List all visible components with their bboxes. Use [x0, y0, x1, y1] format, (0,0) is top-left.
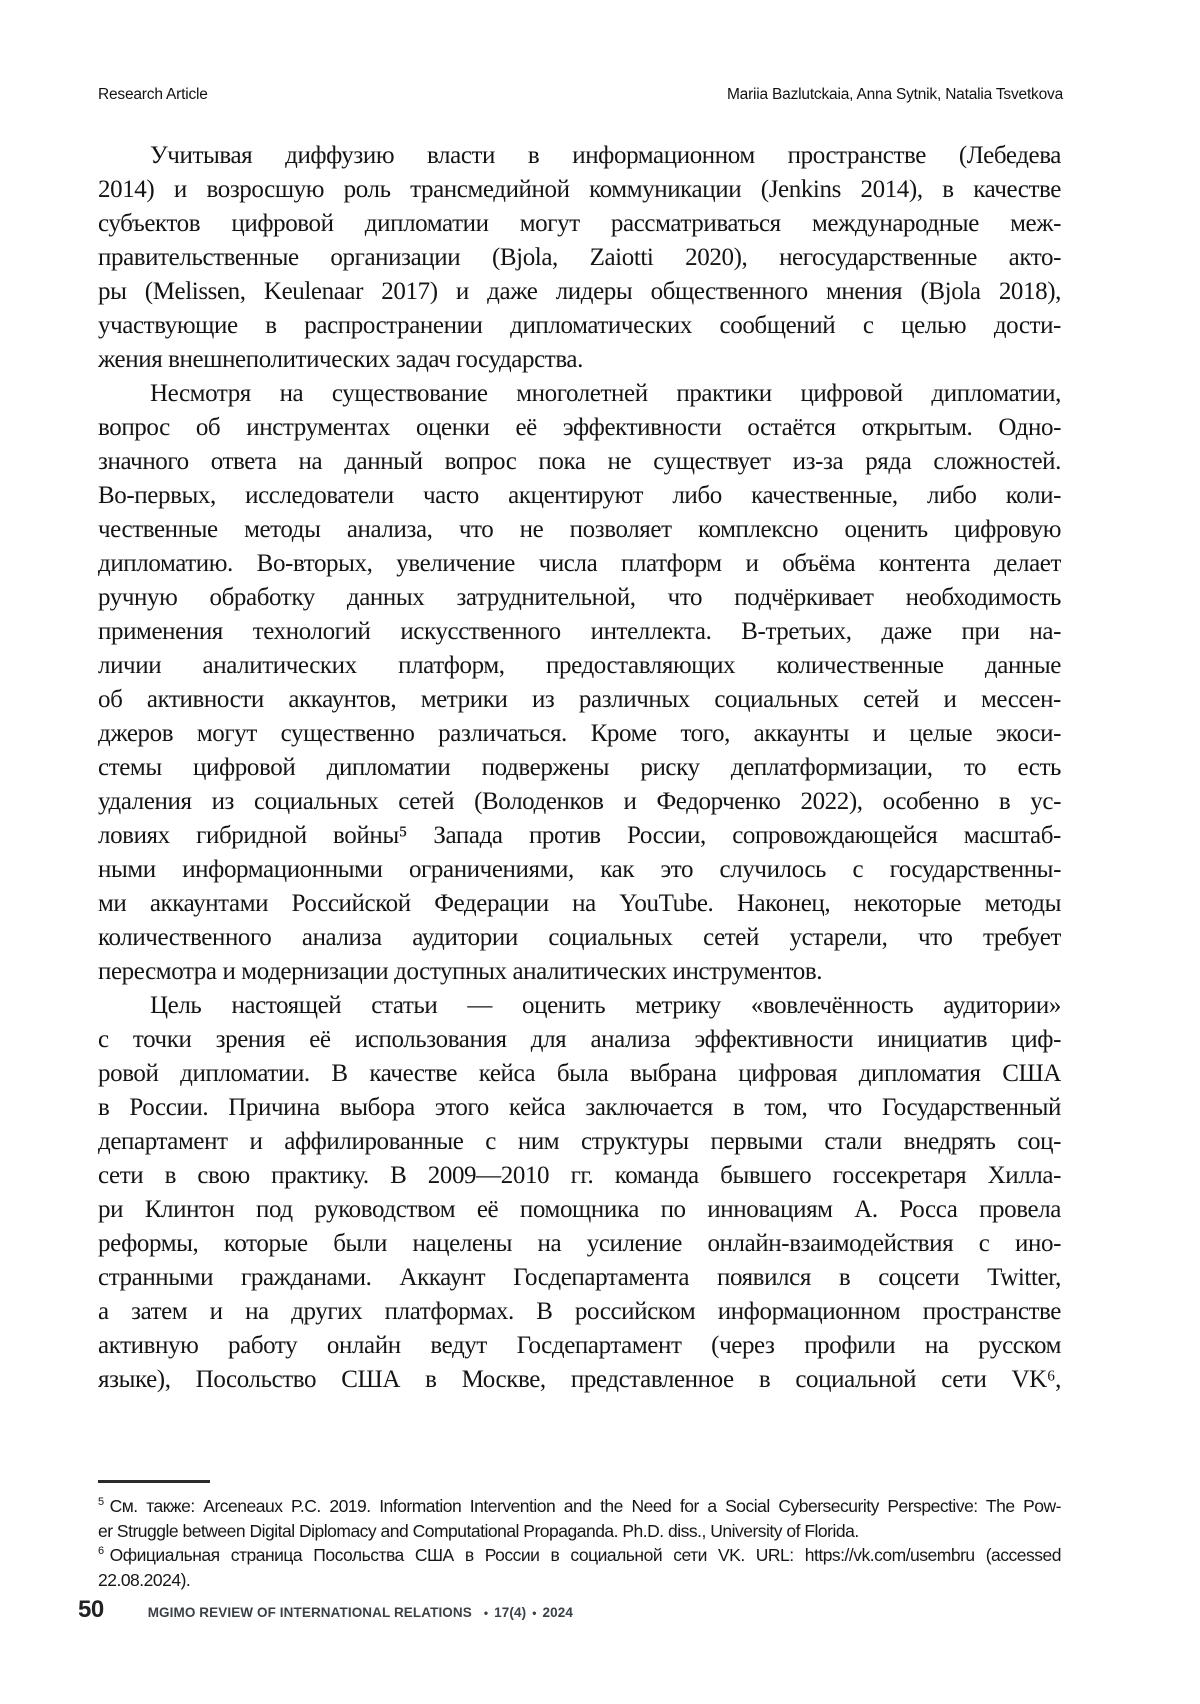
text-line: ри Клинтон под руководством её помощника по инновациям А. Росса провела [98, 1196, 1061, 1223]
journal-issue: 17(4) [494, 1605, 527, 1620]
article-body [98, 139, 1061, 1397]
paragraph [98, 377, 1061, 989]
page-number: 50 [78, 1596, 104, 1623]
text-line: ми аккаунтами Российской Федерации на YouTube. Наконец, некоторые методы [98, 890, 1061, 917]
text-line: Цель настоящей статьи — оценить метрику «вовлечённость аудитории» [150, 992, 1061, 1019]
text-line: правительственные организации (Bjola, Zaiotti 2020), негосударственные акто- [98, 244, 1061, 271]
separator-dot-icon: • [483, 1606, 489, 1620]
text-line: в России. Причина выбора этого кейса заключается в том, что Государственный [98, 1094, 1061, 1121]
article-type-label: Research Article [98, 86, 208, 103]
text-line: стемы цифровой дипломатии подвержены риску деплатформизации, то есть [98, 754, 1061, 781]
text-line: об активности аккаунтов, метрики из различных социальных сетей и мессен- [98, 686, 1061, 713]
text-line: реформы, которые были нацелены на усиление онлайн-взаимодействия с ино- [98, 1230, 1061, 1257]
footnote-line: 22.08.2024). [98, 1569, 191, 1590]
text-line: Во-первых, исследователи часто акцентируют либо качественные, либо коли- [98, 482, 1061, 509]
text-line: ры (Melissen, Keulenaar 2017) и даже лидеры общественного мнения (Bjola 2018), [98, 278, 1061, 305]
text-line: пересмотра и модернизации доступных аналитических инструментов. [98, 958, 823, 985]
text-line: а затем и на других платформах. В российском информационном пространстве [98, 1298, 1061, 1325]
journal-year: 2024 [542, 1605, 573, 1620]
page-footer [78, 1596, 573, 1624]
text-line: вопрос об инструментах оценки её эффективности остаётся открытым. Одно- [98, 414, 1061, 441]
authors-running-head: Mariia Bazlutckaia, Anna Sytnik, Natalia Tsvetkova [726, 86, 1063, 103]
text-line: ровой дипломатии. В качестве кейса была выбрана цифровая дипломатия США [98, 1060, 1061, 1087]
text-line: департамент и аффилированные с ним структуры первыми стали внедрять соц- [98, 1128, 1061, 1155]
text-line: применения технологий искусственного интеллекта. В-третьих, даже при на- [98, 618, 1061, 645]
text-line: ными информационными ограничениями, как это случилось с государственны- [98, 856, 1061, 883]
footnote-marker: 5 [98, 1496, 104, 1509]
text-line: жения внешнеполитических задач государства. [98, 346, 583, 373]
paragraph [98, 139, 1061, 377]
footnote-line: $^5$ См. также: Arceneaux P.C. 2019. Information Intervention and the Need for a Social Cybersecurity Perspective: The Pow- [98, 1496, 1061, 1516]
footnote-line: er Struggle between Digital Diplomacy and Computational Propaganda. Ph.D. diss., University of Florida. [98, 1520, 859, 1541]
text-line: чественные методы анализа, что не позволяет комплексно оценить цифровую [98, 516, 1061, 543]
page-header [98, 86, 1063, 104]
text-line: удаления из социальных сетей (Володенков и Федорченко 2022), особенно в ус- [98, 788, 1061, 815]
text-line: джеров могут существенно различаться. Кроме того, аккаунты и целые экоси- [98, 720, 1061, 747]
text-line: субъектов цифровой дипломатии могут рассматриваться международные меж- [98, 210, 1061, 237]
text-line: количественного анализа аудитории социальных сетей устарели, что требует [98, 924, 1061, 951]
footnote-line: $^6$ Официальная страница Посольства США в России в социальной сети VK. URL: https://vk.com/usembru (accessed [98, 1545, 1061, 1565]
text-line: сети в свою практику. В 2009—2010 гг. команда бывшего госсекретаря Хилла- [98, 1162, 1061, 1189]
text-line: странными гражданами. Аккаунт Госдепартамента появился в соцсети Twitter, [98, 1264, 1061, 1291]
journal-name: MGIMO REVIEW OF INTERNATIONAL RELATIONS [147, 1605, 472, 1620]
journal-running-title [148, 1605, 573, 1620]
text-line: активную работу онлайн ведут Госдепартамент (через профили на русском [98, 1332, 1061, 1359]
paragraph [98, 989, 1061, 1397]
footnote-separator-rule [98, 1480, 210, 1483]
separator-dot-icon: • [532, 1606, 537, 1620]
text-line: 2014) и возросшую роль трансмедийной коммуникации (Jenkins 2014), в качестве [98, 176, 1061, 203]
text-line: языке), Посольство США в Москве, представленное в социальной сети VK⁶, [98, 1366, 1061, 1393]
footnote-marker: 6 [98, 1545, 104, 1558]
text-line: участвующие в распространении дипломатических сообщений с целью дости- [98, 312, 1061, 339]
text-line: ловиях гибридной войны⁵ Запада против России, сопровождающейся масштаб- [98, 822, 1061, 849]
text-line: с точки зрения её использования для анализа эффективности инициатив циф- [98, 1026, 1061, 1053]
text-line: значного ответа на данный вопрос пока не существует из-за ряда сложностей. [98, 448, 1061, 475]
text-line: Учитывая диффузию власти в информационном пространстве (Лебедева [150, 142, 1061, 169]
text-line: личии аналитических платформ, предоставляющих количественные данные [98, 652, 1061, 679]
footnotes-list [98, 1494, 1061, 1592]
text-line: дипломатию. Во-вторых, увеличение числа платформ и объёма контента делает [98, 550, 1061, 577]
text-line: ручную обработку данных затруднительной, что подчёркивает необходимость [98, 584, 1061, 611]
text-line: Несмотря на существование многолетней практики цифровой дипломатии, [150, 380, 1061, 407]
